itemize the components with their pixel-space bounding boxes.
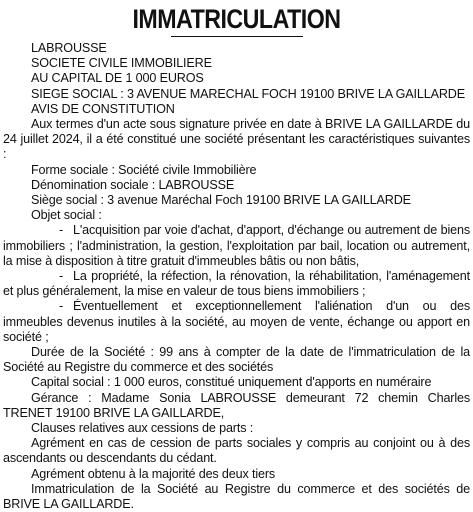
clauses-heading: Clauses relatives aux cessions de parts : (31, 421, 254, 436)
header-block (3, 41, 470, 117)
title-underline (171, 36, 303, 37)
manager-paragraph: Gérance : Madame Sonia LABROUSSE demeurant 72 chemin Charles TRENET 19100 BRIVE LA GAILLARDE, (3, 390, 470, 420)
object-item-text: L'acquisition par voie d'achat, d'apport, d'échange ou autrement de biens immobiliers ; l'administration, la gestion, l'exploitation par bail, location ou autrement, la mise à disposition à titre gratuit d'immeubles bâtis ou non bâtis, (3, 223, 470, 268)
notice-title: IMMATRICULATION (132, 4, 341, 34)
majority-paragraph: Agrément obtenu à la majorité des deux tiers (31, 466, 276, 481)
company-name: LABROUSSE (31, 41, 107, 55)
duration-paragraph: Durée de la Société : 99 ans à compter de la date de l'immatriculation de la Société au Registre du commerce et des sociétés (3, 345, 470, 375)
object-item-text: Éventuellement et exceptionnellement l'aliénation d'un ou des immeubles devenus inutiles à la société, au moyen de vente, échange ou apport en société ; (3, 299, 470, 344)
object-item-2 (3, 269, 470, 299)
fields-block (3, 163, 470, 224)
object-item-3 (3, 299, 470, 345)
field-company-name: Dénomination sociale : LABROUSSE (31, 177, 235, 192)
item-dash: - (59, 269, 64, 284)
company-seat: SIEGE SOCIAL : 3 AVENUE MARECHAL FOCH 19100 BRIVE LA GAILLARDE (31, 86, 465, 101)
field-object-heading: Objet social : (31, 208, 102, 223)
notice-type: AVIS DE CONSTITUTION (31, 101, 175, 116)
intro-paragraph: Aux termes d'un acte sous signature privée en date à BRIVE LA GAILLARDE du 24 juillet 2024, il a été constitué une société présentant les caractéristiques suivantes : (3, 117, 470, 162)
object-item-text: La propriété, la réfection, la rénovation, la réhabilitation, l'aménagement et plus généralement, la mise en valeur de tous biens immobiliers ; (3, 269, 470, 299)
company-type: SOCIETE CIVILE IMMOBILIERE (31, 56, 212, 71)
clauses-paragraph: Agrément en cas de cession de parts sociales y compris au conjoint ou à des ascendants ou descendants du cédant. (3, 436, 470, 466)
item-dash: - (59, 223, 64, 238)
field-registered-office: Siège social : 3 avenue Maréchal Foch 19100 BRIVE LA GAILLARDE (31, 193, 411, 208)
capital-paragraph: Capital social : 1 000 euros, constitué uniquement d'apports en numéraire (31, 375, 432, 390)
registration-paragraph: Immatriculation de la Société au Registre du commerce et des sociétés de BRIVE LA GAILLARDE. (3, 481, 470, 512)
company-capital: AU CAPITAL DE 1 000 EUROS (31, 71, 204, 86)
object-item-1 (3, 223, 470, 269)
item-dash: - (59, 299, 64, 314)
notice-body (3, 41, 470, 512)
field-legal-form: Forme sociale : Société civile Immobilière (31, 162, 257, 177)
